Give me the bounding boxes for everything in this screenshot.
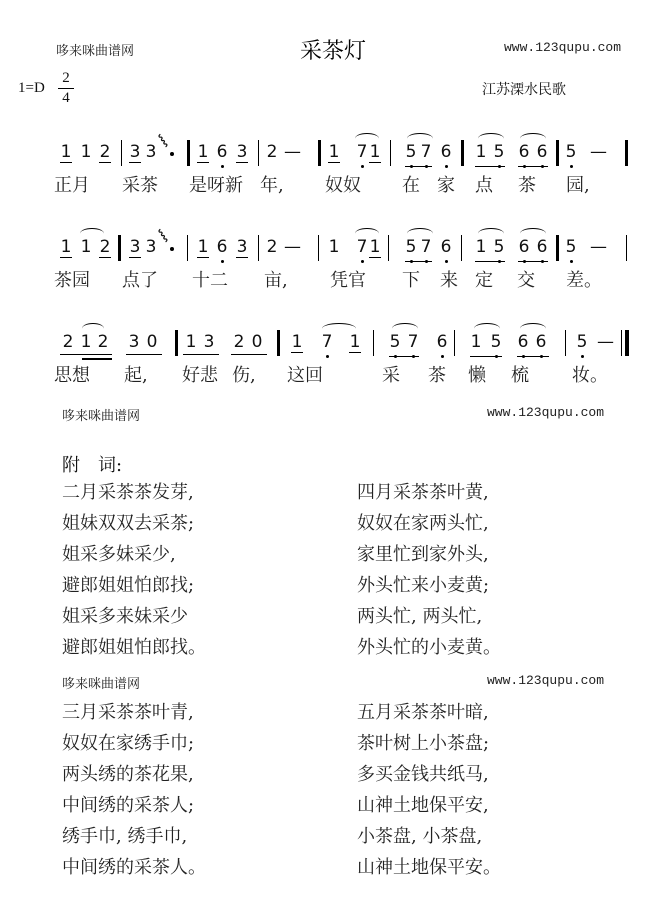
- site-name-header: 哆来咪曲谱网: [56, 44, 135, 59]
- verse-line: 两头绣的茶花果,: [62, 764, 194, 785]
- underline: [470, 356, 502, 357]
- note: 1: [328, 142, 340, 162]
- note: 6: [517, 332, 529, 352]
- barline: [556, 140, 559, 166]
- score-line-2: [0, 225, 650, 305]
- lyric: 正月: [54, 175, 90, 196]
- note: 1: [80, 332, 92, 352]
- note: 3: [236, 142, 248, 162]
- dash: —: [284, 237, 301, 257]
- barline: [626, 235, 627, 261]
- barline: [461, 235, 462, 261]
- verse-line: 外头忙的小麦黄。: [357, 637, 501, 658]
- note: 5: [565, 237, 577, 257]
- note: 5: [490, 332, 502, 352]
- note: 2: [233, 332, 245, 352]
- lyric: 好悲: [182, 365, 218, 386]
- score-line-1: [0, 130, 650, 210]
- underline: [405, 261, 432, 262]
- barline: [187, 140, 190, 166]
- note: 1: [185, 332, 197, 352]
- trill-icon: ⸾: [156, 227, 169, 242]
- note: 6: [216, 237, 228, 257]
- verse-line: 避郎姐姐怕郎找。: [62, 637, 206, 658]
- verse-line: 山神土地保平安,: [357, 795, 489, 816]
- verse-line: 两头忙, 两头忙,: [357, 606, 483, 627]
- underline: [389, 356, 419, 357]
- note: 0: [146, 332, 158, 352]
- lyric: 这回: [287, 365, 323, 386]
- lyric: 十二: [192, 270, 228, 291]
- barline: [277, 330, 280, 356]
- underline: [126, 354, 162, 355]
- note: 1: [475, 142, 487, 162]
- note: 7: [420, 142, 432, 162]
- note: 3: [129, 142, 141, 162]
- barline: [461, 140, 464, 166]
- lyric: 梳: [511, 365, 529, 386]
- verse-line: 姐妹双双去采茶;: [62, 513, 195, 534]
- note: 7: [407, 332, 419, 352]
- verse-block-2-right: [357, 697, 501, 883]
- lyric: 茶: [428, 365, 446, 386]
- note: 6: [536, 237, 548, 257]
- underline: [231, 354, 267, 355]
- barline: [187, 235, 188, 261]
- note: 7: [420, 237, 432, 257]
- note: 6: [536, 142, 548, 162]
- verse-line: 多买金钱共纸马,: [357, 764, 489, 785]
- barline: [625, 140, 628, 166]
- site-name-footer: 哆来咪曲谱网: [62, 409, 141, 424]
- song-origin: 江苏溧水民歌: [482, 82, 566, 98]
- note: 7: [356, 142, 368, 162]
- final-barline: [621, 330, 622, 356]
- verse-line: 家里忙到家外头,: [357, 544, 489, 565]
- verse-block-1-left: [62, 477, 206, 663]
- note: 1: [60, 142, 72, 162]
- barline: [454, 330, 455, 356]
- note: 6: [535, 332, 547, 352]
- underline: [405, 166, 432, 167]
- lyric: 思想: [54, 365, 90, 386]
- barline: [388, 235, 389, 261]
- note: 5: [405, 237, 417, 257]
- lyric: 起,: [124, 365, 148, 386]
- note: 1: [197, 142, 209, 162]
- note: 2: [266, 237, 278, 257]
- note: 0: [251, 332, 263, 352]
- barline: [318, 235, 319, 261]
- site-url-header: www.123qupu.com: [504, 40, 622, 55]
- note: 7: [356, 237, 368, 257]
- underline: [475, 166, 505, 167]
- verse-line: 奴奴在家绣手巾;: [62, 733, 195, 754]
- note: 6: [436, 332, 448, 352]
- note: 3: [236, 237, 248, 257]
- lyric: 是呀新: [189, 175, 243, 196]
- dash: —: [284, 142, 301, 162]
- note: 1: [470, 332, 482, 352]
- time-signature: [58, 70, 74, 107]
- lyric: 年,: [260, 175, 284, 196]
- appendix-heading: 附 词:: [62, 455, 123, 476]
- lyric: 家: [437, 175, 455, 196]
- note: 5: [576, 332, 588, 352]
- lyric: 交: [517, 270, 535, 291]
- underline: [183, 354, 219, 355]
- verse-block-2-left: [62, 697, 206, 883]
- verse-line: 四月采茶茶叶黄,: [357, 482, 489, 503]
- verse-line: 外头忙来小麦黄;: [357, 575, 490, 596]
- note: 1: [349, 332, 361, 352]
- lyric: 伤,: [232, 365, 256, 386]
- note: 6: [518, 142, 530, 162]
- barline: [390, 140, 391, 166]
- lyric: 差。: [566, 270, 602, 291]
- barline: [556, 235, 559, 261]
- note: 6: [440, 142, 452, 162]
- site-name-footer-2: 哆来咪曲谱网: [62, 677, 141, 692]
- barline: [175, 330, 178, 356]
- underline: [475, 261, 505, 262]
- double-underline: [82, 358, 112, 360]
- key-signature: 1=D: [18, 80, 45, 96]
- verse-line: 二月采茶茶发芽,: [62, 482, 194, 503]
- note: 5: [565, 142, 577, 162]
- time-sig-bottom: 4: [62, 90, 70, 106]
- note: 1: [328, 237, 340, 257]
- lyric: 茶园: [54, 270, 90, 291]
- verse-line: 小茶盘, 小茶盘,: [357, 826, 483, 847]
- note: 3: [145, 142, 157, 162]
- verse-line: 五月采茶茶叶暗,: [357, 702, 489, 723]
- lyric: 亩,: [264, 270, 288, 291]
- underline: [517, 356, 549, 357]
- note: 6: [216, 142, 228, 162]
- note: 1: [475, 237, 487, 257]
- note: 6: [440, 237, 452, 257]
- lyric: 来: [440, 270, 458, 291]
- note: 1: [291, 332, 303, 352]
- note: 1: [197, 237, 209, 257]
- lyric: 园,: [566, 175, 590, 196]
- note: 5: [493, 237, 505, 257]
- augmentation-dot: [170, 152, 174, 156]
- lyric: 采: [382, 365, 400, 386]
- score-line-3: [0, 320, 650, 400]
- note: 2: [62, 332, 74, 352]
- lyric: 采茶: [122, 175, 158, 196]
- note: 3: [128, 332, 140, 352]
- note: 1: [80, 237, 92, 257]
- note: 5: [493, 142, 505, 162]
- note: 7: [321, 332, 333, 352]
- barline: [565, 330, 566, 356]
- lyric: 定: [475, 270, 493, 291]
- note: 1: [369, 237, 381, 257]
- underline: [60, 354, 112, 355]
- site-url-footer-2: www.123qupu.com: [487, 673, 605, 688]
- note: 1: [60, 237, 72, 257]
- lyric: 茶: [518, 175, 536, 196]
- augmentation-dot: [170, 247, 174, 251]
- note: 5: [405, 142, 417, 162]
- verse-line: 中间绣的采茶人;: [62, 795, 195, 816]
- barline: [118, 235, 121, 261]
- note: 5: [389, 332, 401, 352]
- note: 2: [99, 237, 111, 257]
- lyric: 奴奴: [325, 175, 361, 196]
- barline: [121, 140, 122, 166]
- lyric: 点: [475, 175, 493, 196]
- lyric: 下: [402, 270, 420, 291]
- verse-block-1-right: [357, 477, 501, 663]
- note: 3: [203, 332, 215, 352]
- note: 3: [129, 237, 141, 257]
- barline: [258, 235, 259, 261]
- note: 2: [97, 332, 109, 352]
- verse-line: 三月采茶茶叶青,: [62, 702, 194, 723]
- verse-line: 中间绣的采茶人。: [62, 857, 206, 878]
- note: 3: [145, 237, 157, 257]
- dash: —: [590, 237, 607, 257]
- time-sig-top: 2: [62, 70, 70, 86]
- song-title: 采茶灯: [300, 39, 367, 64]
- verse-line: 绣手巾, 绣手巾,: [62, 826, 188, 847]
- barline: [373, 330, 374, 356]
- lyric: 在: [402, 175, 420, 196]
- verse-line: 避郎姐姐怕郎找;: [62, 575, 195, 596]
- verse-line: 姐采多妹采少,: [62, 544, 176, 565]
- final-barline-thick: [625, 330, 629, 356]
- verse-line: 姐采多来妹采少: [62, 606, 188, 627]
- underline: [518, 261, 548, 262]
- site-url-footer: www.123qupu.com: [487, 405, 605, 420]
- lyric: 妆。: [572, 365, 608, 386]
- barline: [258, 140, 259, 166]
- lyric: 凭官: [330, 270, 366, 291]
- lyric: 点了: [122, 270, 158, 291]
- underline: [518, 166, 548, 167]
- verse-line: 奴奴在家两头忙,: [357, 513, 489, 534]
- note: 6: [518, 237, 530, 257]
- dash: —: [597, 332, 614, 352]
- verse-line: 山神土地保平安。: [357, 857, 501, 878]
- verse-line: 茶叶树上小茶盘;: [357, 733, 490, 754]
- trill-icon: ⸾: [156, 132, 169, 147]
- barline: [318, 140, 321, 166]
- dash: —: [590, 142, 607, 162]
- note: 2: [99, 142, 111, 162]
- note: 1: [369, 142, 381, 162]
- lyric: 懒: [468, 365, 486, 386]
- note: 2: [266, 142, 278, 162]
- note: 1: [80, 142, 92, 162]
